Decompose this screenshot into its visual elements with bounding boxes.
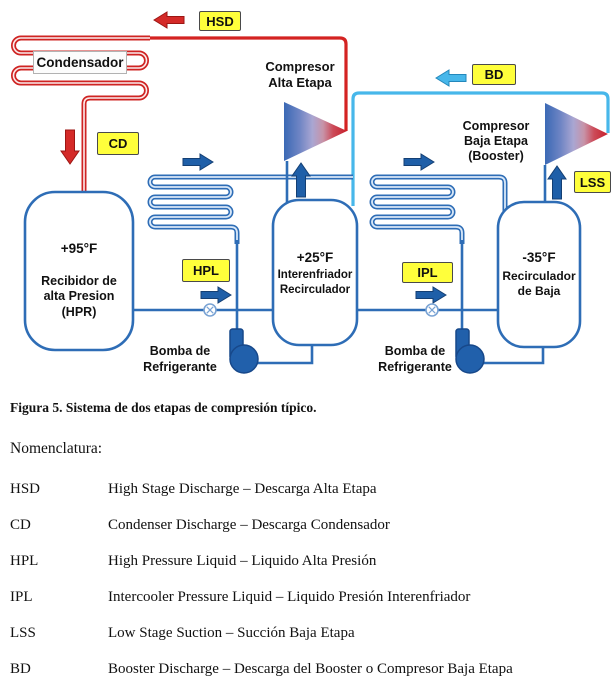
recirculator-coil-2 bbox=[372, 177, 505, 244]
vessel-hpr-line3: (HPR) bbox=[61, 304, 97, 319]
hsd-tag: HSD bbox=[199, 11, 241, 31]
booster-compressor-label bbox=[446, 119, 546, 164]
nomenclature-abbr: CD bbox=[10, 517, 31, 533]
nomenclature-definition: High Pressure Liquid – Liquido Alta Presión bbox=[108, 553, 377, 569]
pump1-label-line2: Refrigerante bbox=[143, 359, 217, 374]
nomenclature-definition: Intercooler Pressure Liquid – Liquido Presión Interenfriador bbox=[108, 589, 471, 605]
nomenclature-row bbox=[10, 481, 606, 498]
ipl-valve-icon bbox=[426, 304, 438, 316]
lss-tag: LSS bbox=[574, 171, 611, 193]
hsd-flow-arrow-icon bbox=[154, 12, 184, 28]
cd-flow-arrow-icon bbox=[61, 130, 79, 164]
booster-compressor-triangle bbox=[545, 103, 608, 165]
bd-flow-arrow-icon bbox=[436, 70, 466, 86]
nomenclature-abbr: BD bbox=[10, 661, 31, 677]
pump2-label-line2: Refrigerante bbox=[378, 359, 452, 374]
hs-compressor-label-line2: Alta Etapa bbox=[268, 75, 332, 90]
vessel-hpr-label bbox=[25, 241, 133, 320]
vessel-intercooler-label bbox=[272, 250, 358, 298]
bd-tag: BD bbox=[472, 64, 516, 85]
vessel-hpr-temp: +95°F bbox=[60, 241, 98, 256]
nomenclature-abbr: HSD bbox=[10, 481, 41, 497]
nomenclature-row bbox=[10, 589, 606, 606]
nomenclature-row bbox=[10, 625, 606, 642]
coil2-flow-arrow-icon bbox=[404, 154, 434, 170]
nomenclature-definition: Condenser Discharge – Descarga Condensador bbox=[108, 517, 390, 533]
vessel-low-line2: de Baja bbox=[517, 284, 561, 298]
vessel-hpr-line2: alta Presion bbox=[43, 289, 115, 303]
nomenclature-definition: Booster Discharge – Descarga del Booster o Compresor Baja Etapa bbox=[108, 661, 513, 677]
nomenclature-abbr: LSS bbox=[10, 625, 36, 641]
nomenclature-heading: Nomenclatura: bbox=[10, 440, 103, 457]
nomenclature-definition: Low Stage Suction – Succión Baja Etapa bbox=[108, 625, 355, 641]
ipl-flow-arrow-icon bbox=[416, 287, 446, 303]
booster-compressor-label-line1: Compresor bbox=[462, 119, 530, 133]
condenser-label: Condensador bbox=[33, 51, 127, 74]
nomenclature-row bbox=[10, 553, 606, 570]
hpl-valve-icon bbox=[204, 304, 216, 316]
lss-flow-arrow-icon bbox=[548, 166, 566, 199]
pump2-label-line1: Bomba de bbox=[384, 344, 446, 358]
hs-compressor-triangle bbox=[284, 102, 347, 161]
coil1-flow-arrow-icon bbox=[183, 154, 213, 170]
hs-suction-arrow-icon bbox=[292, 163, 310, 197]
vessel-hpr-line1: Recibidor de bbox=[41, 273, 117, 288]
vessel-intercooler-line2: Recirculador bbox=[279, 284, 351, 296]
cd-tag: CD bbox=[97, 132, 139, 155]
vessel-low-recirculator-label bbox=[497, 250, 581, 300]
hpl-tag: HPL bbox=[182, 259, 230, 282]
vessel-intercooler-line1: Interenfriador bbox=[277, 269, 353, 281]
hs-compressor-label bbox=[250, 59, 350, 91]
vessel-low-temp: -35°F bbox=[522, 250, 556, 265]
booster-compressor-label-line2: Baja Etapa bbox=[464, 134, 528, 148]
vessel-low-line1: Recirculador bbox=[502, 268, 576, 283]
hs-compressor-label-line1: Compresor bbox=[265, 59, 335, 74]
booster-compressor-label-line3: (Booster) bbox=[468, 149, 524, 163]
nomenclature-definition: High Stage Discharge – Descarga Alta Etapa bbox=[108, 481, 377, 497]
refrigerant-pump-1 bbox=[230, 329, 258, 373]
hpl-flow-arrow-icon bbox=[201, 287, 231, 303]
nomenclature-row bbox=[10, 517, 606, 534]
nomenclature-row bbox=[10, 661, 606, 678]
figure-caption: Figura 5. Sistema de dos etapas de compresión típico. bbox=[10, 400, 317, 415]
vessel-intercooler-temp: +25°F bbox=[296, 250, 334, 265]
pump1-label bbox=[128, 344, 232, 375]
pump2-label bbox=[363, 344, 467, 375]
nomenclature-abbr: HPL bbox=[10, 553, 39, 569]
nomenclature-abbr: IPL bbox=[10, 589, 33, 605]
ipl-tag: IPL bbox=[402, 262, 453, 283]
pump1-label-line1: Bomba de bbox=[149, 344, 211, 358]
